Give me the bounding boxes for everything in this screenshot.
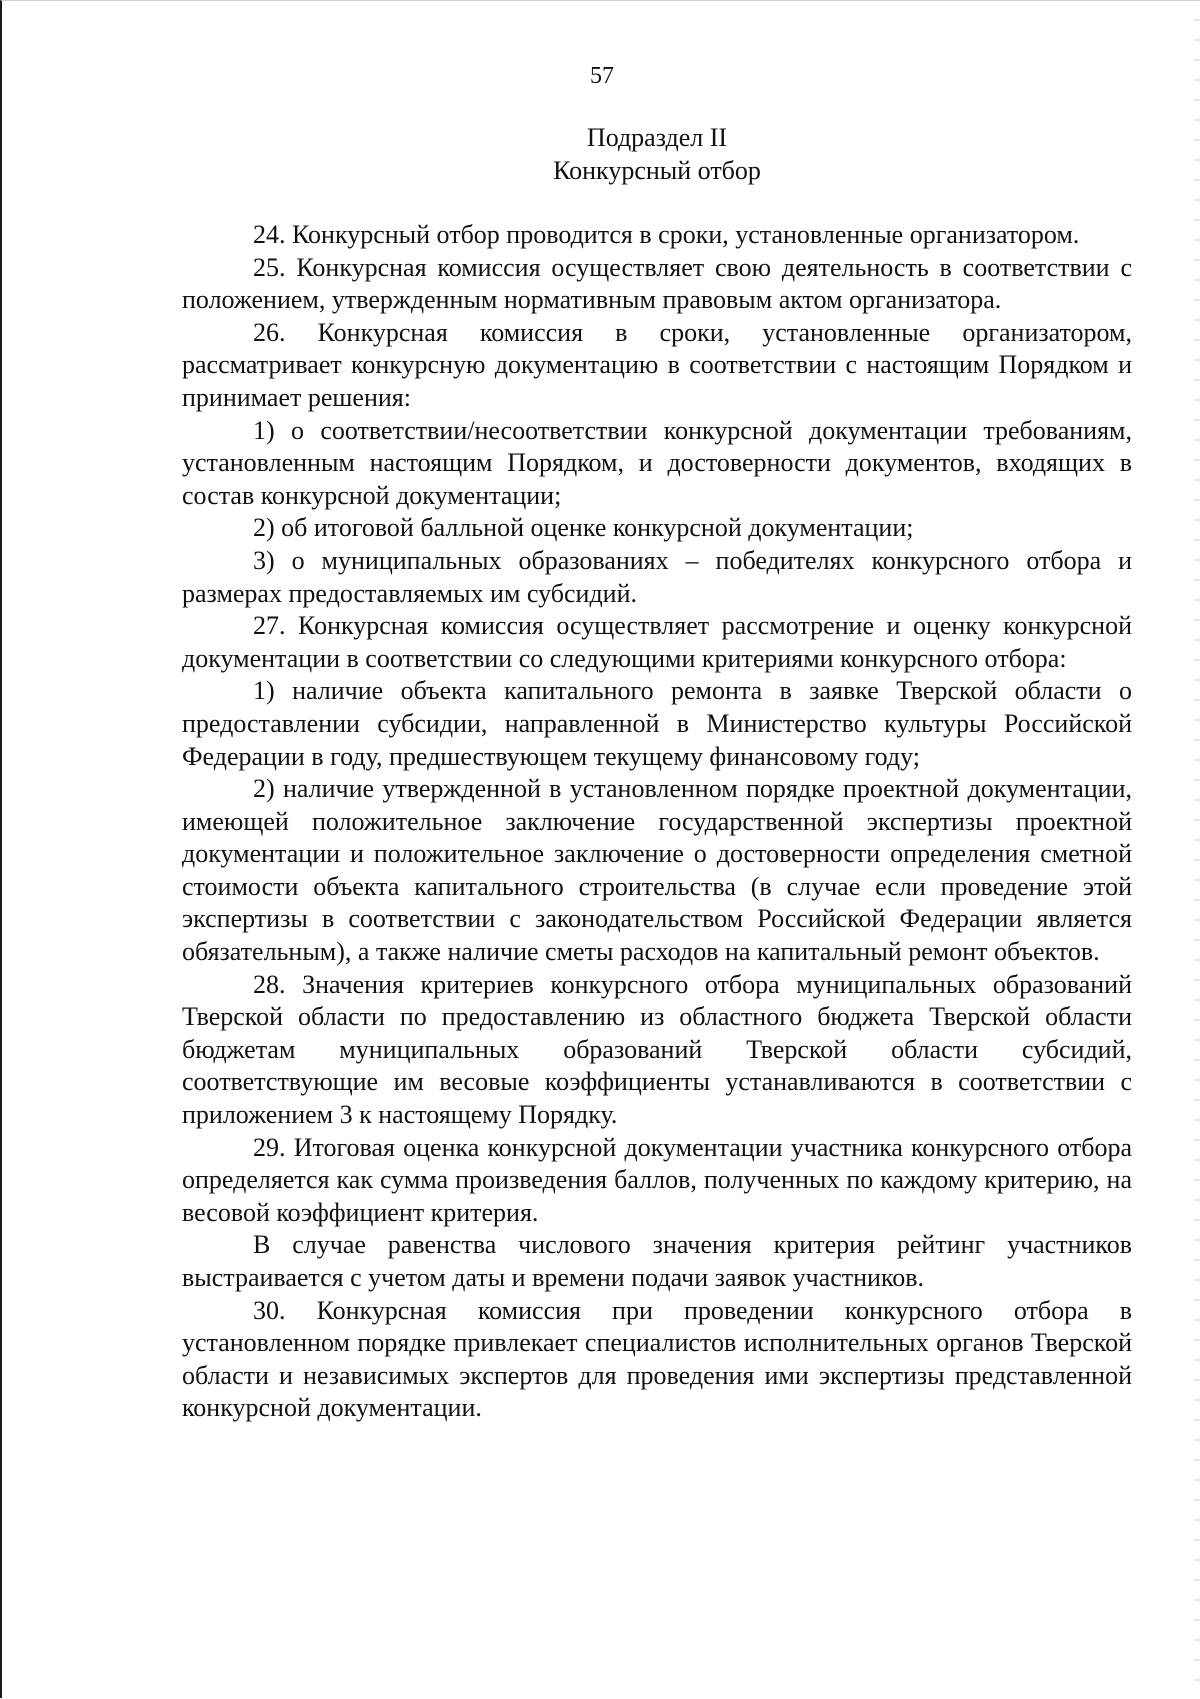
paragraph-25: 25. Конкурсная комиссия осуществляет свою деятельность в соответствии с положением, утвержденным нормативным правовым актом организатора. <box>182 252 1132 315</box>
paragraph-29-note: В случае равенства числового значения критерия рейтинг участников выстраивается с учетом даты и времени подачи заявок участников. <box>182 1230 1132 1292</box>
scan-edge <box>1194 1 1200 1699</box>
paragraph-27-item-1: 1) наличие объекта капитального ремонта в заявке Тверской области о предоставлении субсидии, направленной в Министерство культуры Российской Федерации в году, предшествующем текущему финансовому году; <box>182 676 1132 771</box>
paragraph-28: 28. Значения критериев конкурсного отбора муниципальных образований Тверской области по предоставлению из областного бюджета Тверской области бюджетам муниципальных образований Тверской области субсидий, соответствующие им весовые коэффициенты устанавливаются в соответствии с приложением 3 к настоящему Порядку. <box>182 969 1132 1130</box>
paragraph-26-item-3: 3) о муниципальных образованиях – победителях конкурсного отбора и размерах предоставляемых им субсидий. <box>182 545 1132 608</box>
document-body <box>182 219 1132 1425</box>
paragraph-24: 24. Конкурсный отбор проводится в сроки, установленные организатором. <box>253 220 1080 249</box>
page-number: 57 <box>590 63 614 89</box>
paragraph-27: 27. Конкурсная комиссия осуществляет рассмотрение и оценку конкурсной документации в соответствии со следующими критериями конкурсного отбора: <box>182 611 1132 673</box>
paragraph-26-item-1: 1) о соответствии/несоответствии конкурсной документации требованиям, установленным настоящим Порядком, и достоверности документов, входящих в состав конкурсной документации; <box>182 415 1132 510</box>
paragraph-29: 29. Итоговая оценка конкурсной документации участника конкурсного отбора определяется как сумма произведения баллов, полученных по каждому критерию, на весовой коэффициент критерия. <box>182 1132 1132 1227</box>
paragraph-27-item-2: 2) наличие утвержденной в установленном порядке проектной документации, имеющей положительное заключение государственной экспертизы проектной документации и положительное заключение о достоверности определения сметной стоимости объекта капитального строительства (в случае если проведение этой экспертизы в соответствии с законодательством Российской Федерации является обязательным), а также наличие сметы расходов на капитальный ремонт объектов. <box>182 774 1132 967</box>
subdivision-title: Подраздел II <box>586 123 728 152</box>
paragraph-26-item-2: 2) об итоговой балльной оценке конкурсной документации; <box>253 513 914 543</box>
paragraph-30: 30. Конкурсная комиссия при проведении конкурсного отбора в установленном порядке привлекает специалистов исполнительных органов Тверской области и независимых экспертов для проведения ими экспертизы представленной конкурсной документации. <box>182 1295 1132 1423</box>
paragraph-26: 26. Конкурсная комиссия в сроки, установленные организатором, рассматривает конкурсную документацию в соответствии с настоящим Порядком и принимает решения: <box>182 317 1132 412</box>
section-title: Конкурсный отбор <box>553 156 761 185</box>
section-heading <box>2 121 1200 187</box>
